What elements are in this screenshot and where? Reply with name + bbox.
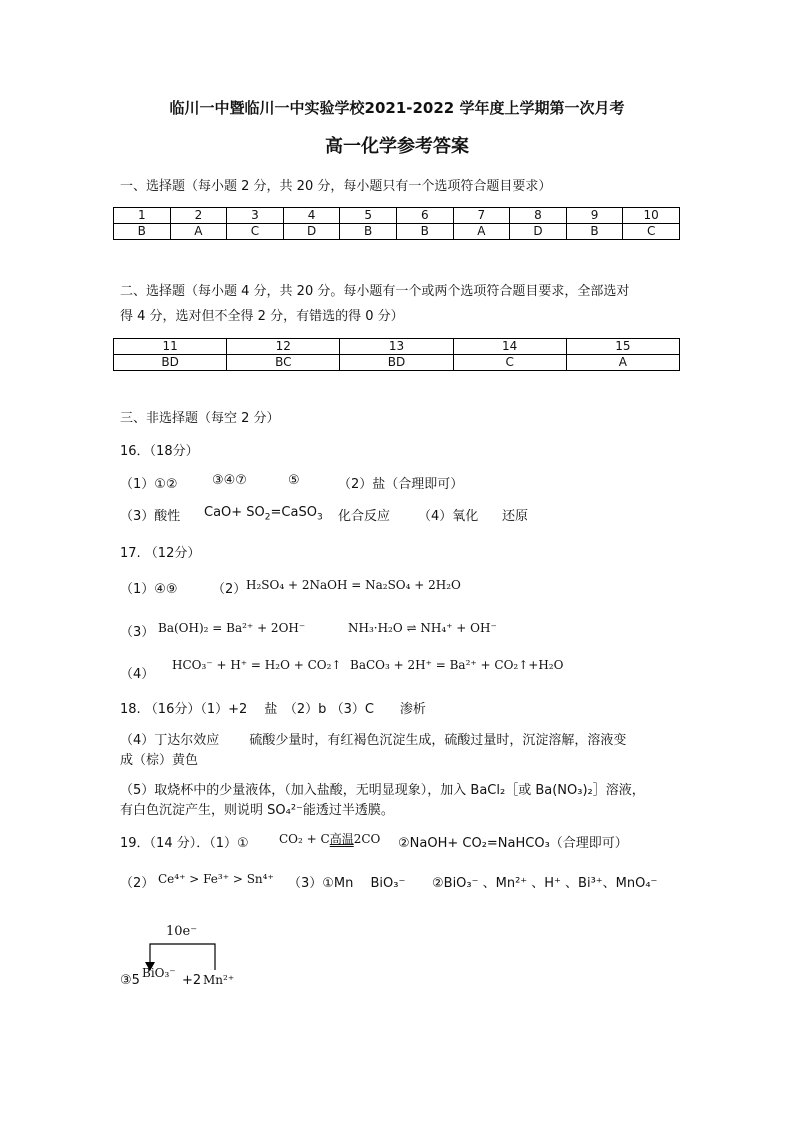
q19-oxidizing-order: Ce⁴⁺ > Fe³⁺ > Sn⁴⁺	[158, 872, 274, 886]
question-number-cell: 6	[396, 208, 453, 224]
answer-cell: B	[566, 224, 623, 240]
manganese-ion: Mn²⁺	[203, 973, 235, 987]
answer-table-1	[113, 207, 680, 240]
electron-transfer-label: 10e⁻	[166, 924, 198, 939]
question-number-cell: 11	[114, 339, 227, 355]
section2-heading-line1: 二、选择题（每小题 4 分，共 20 分。每小题有一个或两个选项符合题目要求，全部选对	[120, 284, 630, 299]
answer-key-title: 高一化学参考答案	[325, 136, 469, 157]
question-number-cell: 12	[227, 339, 340, 355]
coefficient-2: +2	[182, 973, 202, 988]
q16-answer-4: （4）氧化	[418, 509, 479, 524]
q17-heading: 17. （12分）	[120, 546, 201, 561]
question-number-cell: 7	[453, 208, 510, 224]
answer-cell: D	[510, 224, 567, 240]
question-number-cell: 1	[114, 208, 171, 224]
q17-answer-2-label: （2）	[212, 582, 247, 597]
q16-equation: $CaO+ SO_2=CaSO_3$	[204, 505, 323, 523]
question-number-cell: 10	[623, 208, 680, 224]
q16-answer-3: （3）酸性	[120, 509, 181, 524]
answer-cell: BC	[227, 355, 340, 371]
answer-cell: D	[283, 224, 340, 240]
q17-answer-1: （1）④⑨	[120, 582, 178, 597]
answer-cell: BD	[340, 355, 453, 371]
answer-cell: C	[623, 224, 680, 240]
exam-title: 临川一中暨临川一中实验学校2021-2022 学年度上学期第一次月考	[169, 99, 625, 117]
section3-heading: 三、非选择题（每空 2 分）	[120, 411, 280, 426]
q18-line-5b: 有白色沉淀产生，则说明 SO₄²⁻能透过半透膜。	[120, 803, 394, 818]
q18-line-4a: （4）丁达尔效应 硫酸少量时，有红褐色沉淀生成，硫酸过量时，沉淀溶解，溶液变	[120, 733, 627, 748]
q16-answer-2: （2）盐（合理即可）	[338, 477, 464, 492]
answer-cell: C	[453, 355, 566, 371]
q17-answer-3-label: （3）	[120, 625, 155, 640]
q19-equation-1: CO₂ + C高温2CO	[279, 832, 381, 846]
q19-answer-3a: （3）①Mn BiO₃⁻	[288, 876, 406, 891]
q17-equation-2: Ba(OH)₂ = Ba²⁺ + 2OH⁻	[158, 621, 306, 635]
q19-answer-1b: ②NaOH+ CO₂=NaHCO₃（合理即可）	[398, 836, 628, 851]
q19-answer-2-label: （2）	[120, 876, 155, 891]
question-number-row	[114, 208, 680, 224]
q17-equation-3: NH₃·H₂O ⇌ NH₄⁺ + OH⁻	[348, 621, 497, 635]
question-number-cell: 3	[227, 208, 284, 224]
answer-cell: A	[453, 224, 510, 240]
question-number-cell: 13	[340, 339, 453, 355]
q19-answer-3b: ②BiO₃⁻ 、Mn²⁺ 、H⁺ 、Bi³⁺、MnO₄⁻	[432, 876, 658, 891]
q16-answer-1: （1）①②	[120, 477, 178, 492]
q16-heading: 16．（18分）	[120, 444, 199, 459]
q19-answer-3c-label: ③5	[120, 973, 140, 988]
question-number-cell: 5	[340, 208, 397, 224]
question-number-cell: 15	[566, 339, 679, 355]
answer-cell: B	[340, 224, 397, 240]
question-number-cell: 8	[510, 208, 567, 224]
section1-heading: 一、选择题（每小题 2 分，共 20 分，每小题只有一个选项符合题目要求）	[120, 179, 552, 194]
section2-heading-line2: 得 4 分，选对但不全得 2 分，有错选的得 0 分）	[120, 309, 404, 324]
q18-line-5a: （5）取烧杯中的少量液体，（加入盐酸，无明显现象），加入 BaCl₂［或 Ba(NO₃)₂］溶液，	[120, 783, 645, 798]
bismuthate-formula: BiO₃⁻	[142, 966, 176, 980]
q18-line-4b: 成（棕）黄色	[120, 753, 199, 768]
answer-cell: B	[396, 224, 453, 240]
question-number-cell: 9	[566, 208, 623, 224]
answer-cell: A	[566, 355, 679, 371]
q17-equation-4: HCO₃⁻ + H⁺ = H₂O + CO₂↑	[172, 658, 342, 672]
answer-cell: A	[170, 224, 227, 240]
question-number-cell: 4	[283, 208, 340, 224]
answer-row	[114, 355, 680, 371]
q18-line-1: 18. （16分）（1）+2 盐 （2）b （3）C 渗析	[120, 702, 426, 717]
question-number-row	[114, 339, 680, 355]
question-number-cell: 14	[453, 339, 566, 355]
question-number-cell: 2	[170, 208, 227, 224]
q17-answer-4-label: （4）	[120, 667, 155, 682]
answer-cell: C	[227, 224, 284, 240]
answer-cell: BD	[114, 355, 227, 371]
answer-row	[114, 224, 680, 240]
q17-equation-1: H₂SO₄ + 2NaOH = Na₂SO₄ + 2H₂O	[246, 578, 461, 592]
answer-table-2	[113, 338, 680, 371]
q16-answer-4b: 还原	[502, 509, 529, 524]
q17-equation-5: BaCO₃ + 2H⁺ = Ba²⁺ + CO₂↑+H₂O	[350, 658, 564, 672]
q16-reaction-type: 化合反应	[338, 509, 391, 524]
q16-answer-1b: ③④⑦	[212, 473, 247, 488]
q16-answer-1c: ⑤	[288, 473, 300, 488]
q19-answer-1-label: 19．（14 分）．（1）①	[120, 836, 249, 851]
answer-cell: B	[114, 224, 171, 240]
